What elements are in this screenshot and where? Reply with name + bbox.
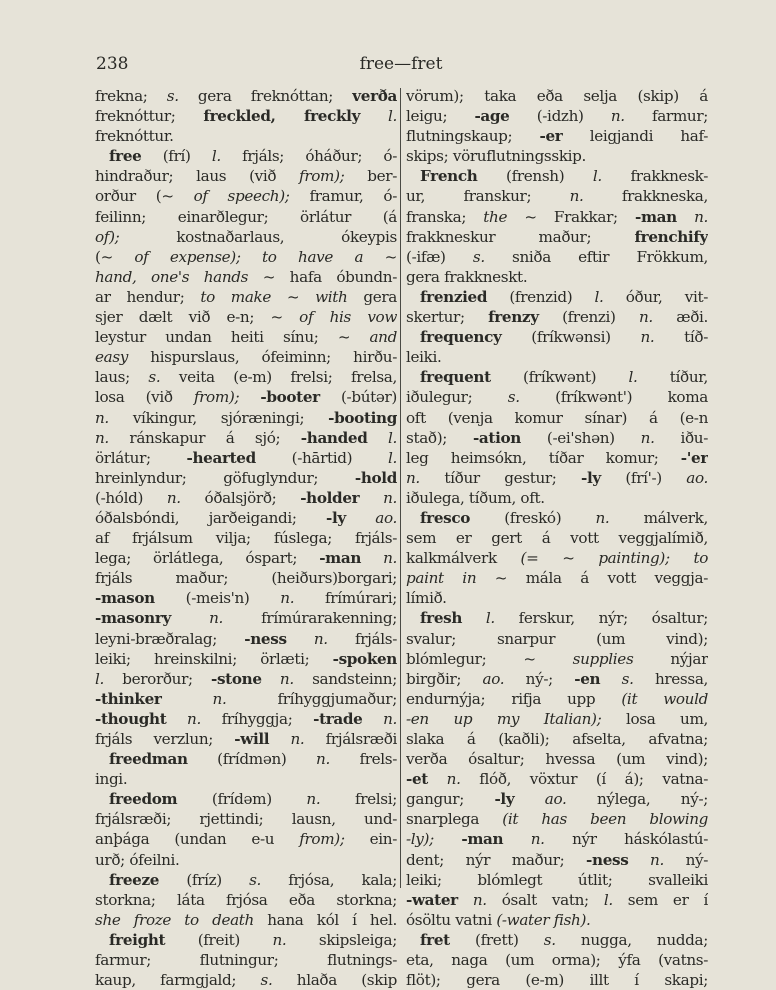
- text-line: hindraður; laus (við from); ber-: [95, 167, 397, 186]
- text-line: orður (~ of speech); framur, ó-: [95, 187, 397, 206]
- text-line: frjáls maður; (heiðurs)borgari;: [95, 569, 397, 588]
- text-line: leigu; -age (-idzh) n. farmur;: [406, 107, 708, 126]
- text-line: she froze to death hana kól í hel.: [95, 910, 397, 929]
- text-line: verða ósaltur; hvessa (um vind);: [406, 750, 708, 769]
- text-line: leg heimsókn, tíðar komur; -'er: [406, 448, 708, 467]
- page-number: 238: [96, 54, 129, 74]
- text-line: gangur; -ly ao. nýlega, ný-;: [406, 790, 708, 809]
- text-line: franska; the ~ Frakkar; -man n.: [406, 207, 708, 226]
- text-line: frenzied (frenzid) l. óður, vit-: [420, 287, 708, 306]
- text-line: -water n. ósalt vatn; l. sem er í: [406, 890, 708, 909]
- text-line: örlátur; -hearted (-hārtid) l.: [95, 448, 397, 467]
- text-line: ar hendur; to make ~ with gera: [95, 287, 397, 306]
- text-line: leiki.: [406, 348, 442, 367]
- text-line: (-hóld) n. óðalsjörð; -holder n.: [95, 488, 397, 507]
- text-line: gera frakkneskt.: [406, 267, 528, 286]
- page-header: [96, 54, 706, 78]
- text-line: ingi.: [95, 770, 128, 789]
- text-line: of); kostnaðarlaus, ókeypis: [95, 227, 397, 246]
- text-line: límið.: [406, 589, 447, 608]
- text-line: leystur undan heiti sínu; ~ and: [95, 328, 397, 347]
- text-line: stað); -ation (-ei'shən) n. iðu-: [406, 428, 708, 447]
- text-line: leyni-bræðralag; -ness n. frjáls-: [95, 629, 397, 648]
- right-column: [406, 86, 708, 990]
- text-line: (-ifæ) s. sniða eftir Frökkum,: [406, 247, 708, 266]
- text-line: freknóttur; freckled, freckly l.: [95, 107, 397, 126]
- left-column: [95, 86, 397, 990]
- text-line: frjálsræði; rjettindi; lausn, und-: [95, 810, 397, 829]
- text-line: freeze (fríz) s. frjósa, kala;: [109, 870, 397, 889]
- text-line: freedom (frídəm) n. frelsi;: [109, 790, 397, 809]
- text-line: kalkmálverk (= ~ painting); to: [406, 549, 708, 568]
- text-line: fresh l. ferskur, nýr; ósaltur;: [420, 609, 708, 628]
- text-line: oft (venja komur sínar) á (e-n: [406, 408, 708, 427]
- text-line: af frjálsum vilja; fúslega; frjáls-: [95, 529, 397, 548]
- text-line: n. tíður gestur; -ly (frí'-) ao.: [406, 468, 708, 487]
- text-line: freedman (frídmən) n. frels-: [109, 750, 397, 769]
- text-line: birgðir; ao. ný-; -en s. hressa,: [406, 669, 708, 688]
- text-line: -et n. flóð, vöxtur (í á); vatna-: [406, 770, 708, 789]
- text-line: ur, franskur; n. frakkneska,: [406, 187, 708, 206]
- text-line: -thinker n. fríhyggjumaður;: [95, 689, 397, 708]
- text-line: paint in ~ mála á vott veggja-: [406, 569, 708, 588]
- text-line: frequent (fríkwənt) l. tíður,: [420, 368, 708, 387]
- text-line: -en up my Italian); losa um,: [406, 709, 708, 728]
- text-line: iðulega, tíðum, oft.: [406, 488, 545, 507]
- text-line: -masonry n. frímúrarakenning;: [95, 609, 397, 628]
- text-line: urð; ófeilni.: [95, 850, 180, 869]
- text-line: anþága (undan e-u from); ein-: [95, 830, 397, 849]
- text-line: ósöltu vatni (-water fish).: [406, 910, 591, 929]
- text-line: losa (við from); -booter (-bútər): [95, 388, 397, 407]
- text-line: frakkneskur maður; frenchify: [406, 227, 708, 246]
- text-line: slaka á (kaðli); afselta, afvatna;: [406, 730, 708, 748]
- text-line: leiki; hreinskilni; örlæti; -spoken: [95, 649, 397, 668]
- running-head: free—fret: [359, 54, 443, 74]
- text-line: freknóttur.: [95, 127, 174, 146]
- text-line: n. ránskapur á sjó; -handed l.: [95, 428, 397, 447]
- text-line: (~ of expense); to have a ~: [95, 247, 397, 266]
- text-line: hreinlyndur; göfuglyndur; -hold: [95, 468, 397, 487]
- text-line: kaup, farmgjald; s. hlaða (skip: [95, 971, 397, 990]
- text-line: frequency (fríkwənsi) n. tíð-: [420, 328, 708, 347]
- text-line: free (frí) l. frjáls; óháður; ó-: [109, 147, 397, 166]
- text-line: dent; nýr maður; -ness n. ný-: [406, 850, 708, 869]
- text-line: feilinn; einarðlegur; örlátur (á: [95, 207, 397, 226]
- text-line: -ly); -man n. nýr háskólastú-: [406, 830, 708, 849]
- text-line: French (frensh) l. frakknesk-: [420, 167, 708, 186]
- text-line: fresco (freskó) n. málverk,: [420, 508, 708, 527]
- text-line: svalur; snarpur (um vind);: [406, 629, 708, 648]
- column-divider: [400, 88, 401, 888]
- text-line: sem er gert á vott veggjalímið,: [406, 529, 708, 548]
- text-line: vörum); taka eða selja (skip) á: [406, 87, 708, 105]
- text-line: skips; vöruflutningsskip.: [406, 147, 587, 166]
- text-line: frekna; s. gera freknóttan; verða: [95, 87, 397, 105]
- text-line: flöt); gera (e-m) illt í skapi;: [406, 971, 708, 990]
- text-line: -thought n. fríhyggja; -trade n.: [95, 709, 397, 728]
- text-line: laus; s. veita (e-m) frelsi; frelsa,: [95, 368, 397, 387]
- text-line: easy hispurslaus, ófeiminn; hirðu-: [95, 348, 397, 367]
- text-line: hand, one's hands ~ hafa óbundn-: [95, 267, 397, 286]
- text-line: l. berorður; -stone n. sandsteinn;: [95, 669, 397, 688]
- text-line: flutningskaup; -er leigjandi haf-: [406, 127, 708, 146]
- text-line: freight (freit) n. skipsleiga;: [109, 930, 397, 949]
- text-line: sjer dælt við e-n; ~ of his vow: [95, 308, 397, 327]
- text-line: iðulegur; s. (fríkwənt') koma: [406, 388, 708, 407]
- text-line: eta, naga (um orma); ýfa (vatns-: [406, 951, 708, 970]
- text-line: -mason (-meis'n) n. frímúrari;: [95, 589, 397, 608]
- text-line: farmur; flutningur; flutnings-: [95, 951, 397, 970]
- text-line: n. víkingur, sjóræningi; -booting: [95, 408, 397, 427]
- text-line: storkna; láta frjósa eða storkna;: [95, 890, 397, 909]
- text-line: leiki; blómlegt útlit; svalleiki: [406, 870, 708, 889]
- text-line: frjáls verzlun; -will n. frjálsræði: [95, 730, 397, 748]
- text-line: snarplega (it has been blowing: [406, 810, 708, 829]
- text-line: lega; örlátlega, óspart; -man n.: [95, 549, 397, 568]
- text-line: blómlegur; ~ supplies nýjar: [406, 649, 708, 668]
- text-line: fret (frett) s. nugga, nudda;: [420, 930, 708, 949]
- text-line: endurnýja; rifja upp (it would: [406, 689, 708, 708]
- text-line: skertur; frenzy (frenzi) n. æði.: [406, 308, 708, 327]
- text-line: óðalsbóndi, jarðeigandi; -ly ao.: [95, 508, 397, 527]
